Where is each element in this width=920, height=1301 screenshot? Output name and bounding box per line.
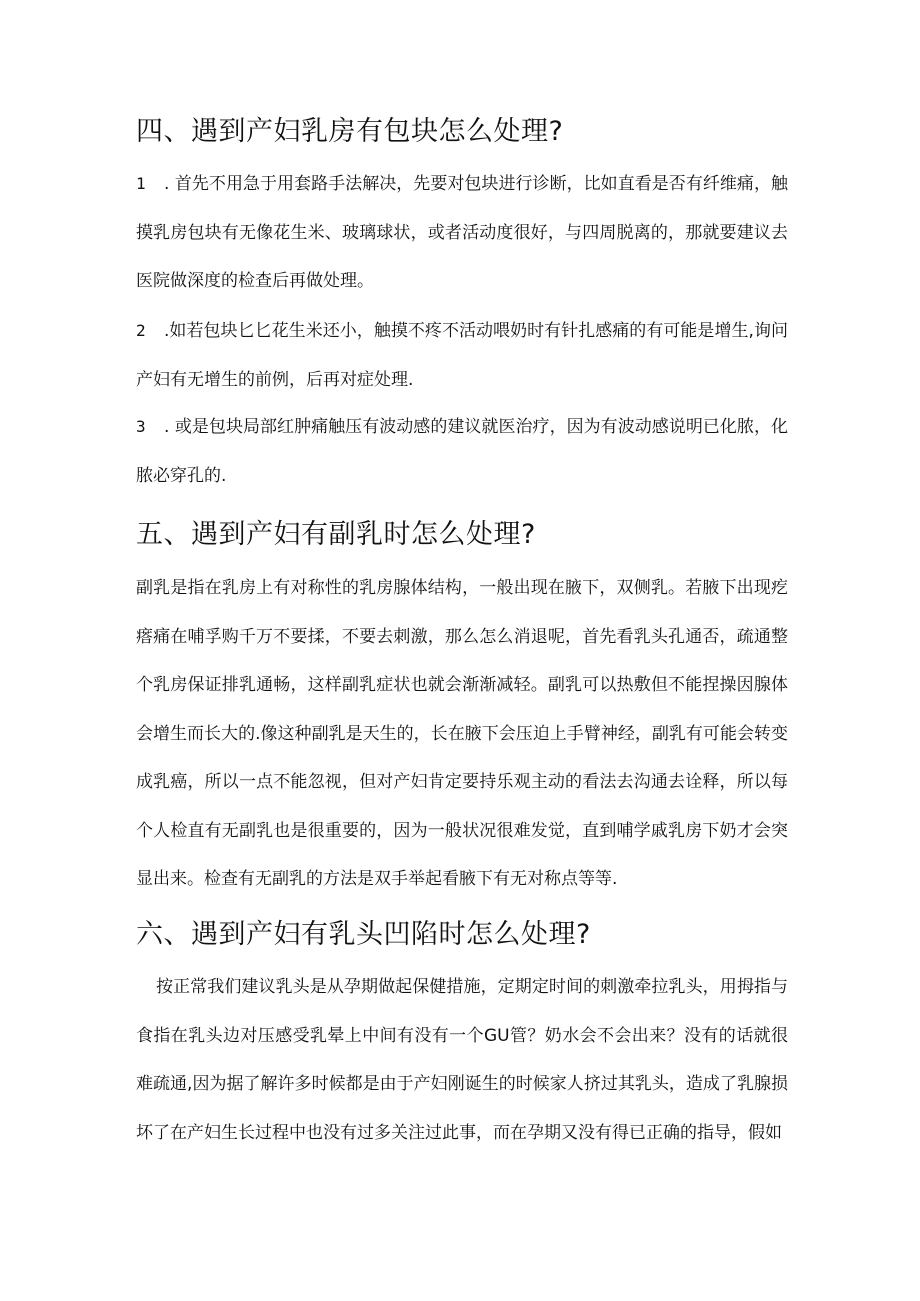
- list-item-1: [136, 160, 788, 306]
- section-paragraph-6: 按正常我们建议乳头是从孕期做起保健措施，定期定时间的刺激牵拉乳头，用拇指与食指在乳头边对压感受乳晕上中间有没有一个GU管？奶水会不会出来？没有的话就很难疏通,因为据了解许多时候都是由于产妇刚诞生的时候家人挤过其乳头，造成了乳腺损坏了在产妇生长过程中也没有过多关注过此事，而在孕期又没有得已正确的指导，假如: [136, 977, 788, 1143]
- list-item-3: [136, 403, 788, 500]
- item-text: . 首先不用急于用套路手法解决，先要对包块进行诊断，比如直看是否有纤维痛，触摸乳房包块有无像花生米、玻璃球状，或者活动度很好，与四周脱离的，那就要建议去医院做深度的检查后再做处理。: [136, 174, 788, 291]
- list-item-2: [136, 307, 788, 404]
- item-number: 3: [136, 417, 146, 436]
- section-heading-6: 六、遇到产妇有乳头凹陷时怎么处理?: [136, 919, 591, 950]
- section-heading-4: 四、遇到产妇乳房有包块怎么处理?: [136, 116, 564, 147]
- item-text: . 或是包块局部红肿痛触压有波动感的建议就医治疗，因为有波动感说明已化脓，化脓必穿孔的.: [136, 417, 788, 486]
- item-number: 2: [136, 321, 146, 340]
- item-text: .如若包块匕匕花生米还小，触摸不疼不活动喂奶时有针扎感痛的有可能是增生,询问产妇有无增生的前例，后再对症处理.: [136, 321, 788, 390]
- item-number: 1: [136, 174, 146, 193]
- section-paragraph-5: 副乳是指在乳房上有对称性的乳房腺体结构，一般出现在腋下，双侧乳。若腋下出现疙瘩痛在哺孚购千万不要揉，不要去刺激，那么怎么消退呢，首先看乳头孔通否，疏通整个乳房保证排乳通畅，这样副乳症状也就会渐渐减轻。副乳可以热敷但不能捏操因腺体会增生而长大的.像这种副乳是天生的，长在腋下会压迫上手臂神经，副乳有可能会转变成乳癌，所以一点不能忽视，但对产妇肯定要持乐观主动的看法去沟通去诠释，所以每个人检直有无副乳也是很重要的，因为一般状况很难发觉，直到哺学戚乳房下奶才会突显出来。检查有无副乳的方法是双手举起看腋下有无对称点等等.: [136, 578, 788, 889]
- section-heading-5: 五、遇到产妇有副乳时怎么处理?: [136, 519, 536, 550]
